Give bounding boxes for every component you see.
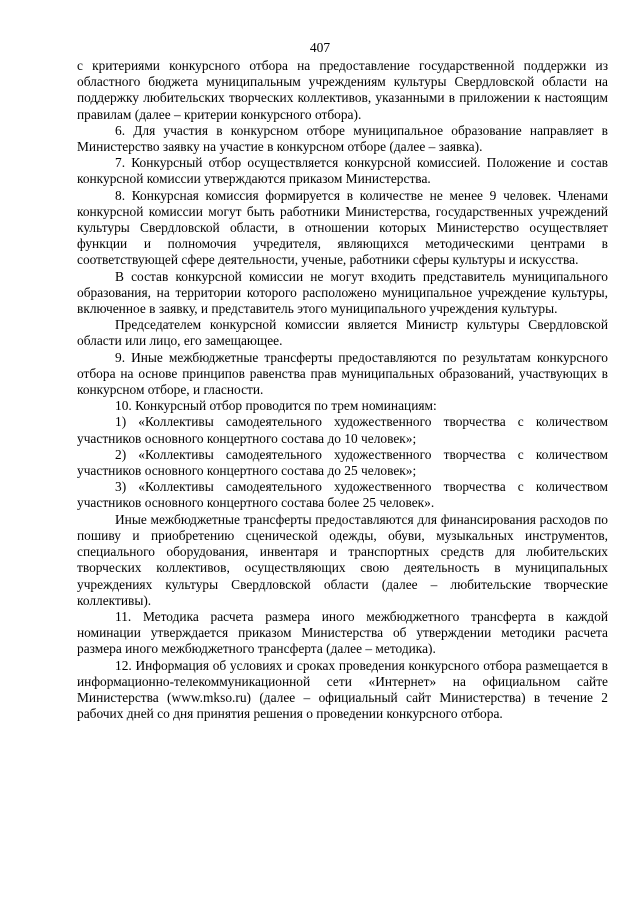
paragraph-10: 10. Конкурсный отбор проводится по трем номинациям:	[115, 398, 437, 414]
nomination-1: 1) «Коллективы самодеятельного художественного творчества с количеством участников основного концертного состава до 10 человек»;	[77, 414, 608, 446]
document-body	[77, 58, 608, 722]
nomination-2: 2) «Коллективы самодеятельного художественного творчества с количеством участников основного концертного состава до 25 человек»;	[77, 446, 608, 479]
paragraph-7: 7. Конкурсный отбор осуществляется конкурсной комиссией. Положение и состав конкурсной комиссии утверждаются приказом Министерства.	[77, 155, 608, 187]
paragraph-12: 12. Информация об условиях и сроках проведения конкурсного отбора размещается в информационно-телекоммуникационной сети «Интернет» на официальном сайте Министерства (www.mkso.ru) (далее – официальный сайт Министерства) в течение 2 рабочих дней со дня принятия решения о проведении конкурсного отбора.	[77, 657, 608, 722]
paragraph-9: 9. Иные межбюджетные трансферты предоставляются по результатам конкурсного отбора на основе принципов равенства прав муниципальных образований, участвующих в конкурсном отборе, и гласности.	[77, 349, 608, 398]
paragraph-8: 8. Конкурсная комиссия формируется в количестве не менее 9 человек. Членами конкурсной комиссии могут быть работники Министерства, государственных учреждений культуры Свердловской области, в отношении которых Министерство осуществляет функции и полномочия учредителя, являющихся методическими центрами в соответствующей сфере деятельности, ученые, работники сферы культуры и искусства.	[77, 187, 608, 268]
paragraph-criteria-continuation: с критериями конкурсного отбора на предоставление государственной поддержки из областного бюджета муниципальным учреждениям культуры Свердловской области на поддержку любительских творческих коллективов, указанными в приложении к настоящим правилам (далее – критерии конкурсного отбора).	[77, 58, 608, 122]
paragraph-commission-exclusion: В состав конкурсной комиссии не могут входить представитель муниципального образования, на территории которого расположено муниципальное учреждение культуры, включенное в заявку, и представитель этого муниципального учреждения культуры.	[77, 268, 608, 317]
paragraph-transfers-purpose: Иные межбюджетные трансферты предоставляются для финансирования расходов по пошиву и приобретению сценической одежды, обуви, музыкальных инструментов, специального оборудования, инвентаря и транспортных средств для любительских творческих коллективов, осуществляющих свою деятельность в муниципальных учреждениях культуры Свердловской области (далее – любительские творческие коллективы).	[77, 511, 608, 608]
paragraph-11: 11. Методика расчета размера иного межбюджетного трансферта в каждой номинации утверждается приказом Министерства об утверждении методики расчета размера иного межбюджетного трансферта (далее – методика).	[77, 608, 608, 657]
paragraph-6: 6. Для участия в конкурсном отборе муниципальное образование направляет в Министерство заявку на участие в конкурсном отборе (далее – заявка).	[77, 122, 608, 155]
paragraph-commission-chair: Председателем конкурсной комиссии является Министр культуры Свердловской области или лицо, его замещающее.	[77, 317, 608, 349]
nomination-3: 3) «Коллективы самодеятельного художественного творчества с количеством участников основного концертного состава более 25 человек».	[77, 479, 608, 511]
page-number: 407	[309, 40, 331, 55]
